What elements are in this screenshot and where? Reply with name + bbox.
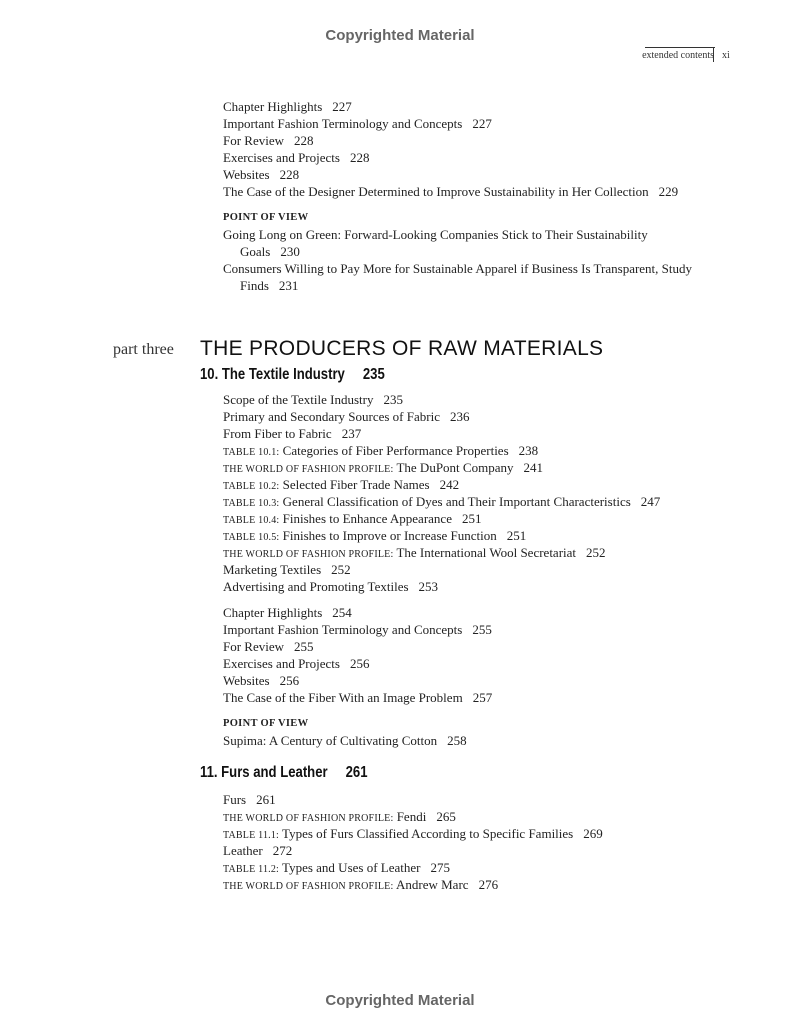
entry-page: 276: [478, 877, 499, 892]
entry-prefix: TABLE 10.4:: [223, 515, 280, 526]
entry-title: For Review: [223, 133, 285, 148]
entry-prefix: TABLE 10.1:: [223, 447, 280, 458]
toc-entry[interactable]: [223, 621, 660, 638]
entry-title: From Fiber to Fabric: [223, 426, 332, 441]
entry-page: 251: [506, 528, 527, 543]
toc-entry[interactable]: [223, 808, 603, 825]
entry-title: Goals: [240, 244, 271, 259]
toc-entry[interactable]: [223, 689, 660, 706]
entry-page: 257: [472, 690, 493, 705]
entry-page: 227: [332, 99, 352, 114]
entry-page: 241: [523, 460, 543, 475]
entry-page: 251: [461, 511, 482, 526]
entry-title: Scope of the Textile Industry: [223, 392, 374, 407]
entry-title: Advertising and Promoting Textiles: [223, 579, 409, 594]
entry-page: 255: [472, 622, 492, 637]
toc-entry[interactable]: [223, 842, 603, 859]
entry-page: 227: [472, 116, 492, 131]
entry-page: 228: [349, 150, 370, 165]
toc-entry[interactable]: [223, 183, 692, 200]
entry-prefix: TABLE 10.5:: [223, 532, 280, 543]
entry-title: The Case of the Designer Determined to Improve Sustainability in Her Collection: [223, 184, 649, 199]
watermark-bottom: Copyrighted Material: [325, 992, 475, 1009]
entry-page: 255: [294, 639, 314, 654]
entry-page: 256: [279, 673, 300, 688]
entry-title: Types and Uses of Leather: [282, 860, 421, 875]
entry-title: Furs: [223, 792, 247, 807]
toc-entry[interactable]: [223, 791, 603, 808]
entry-page: 252: [586, 545, 606, 560]
toc-entry-continued: [223, 277, 692, 294]
entry-title: Finishes to Enhance Appearance: [282, 511, 452, 526]
entry-prefix: THE WORLD OF FASHION PROFILE:: [223, 464, 394, 475]
toc-entry[interactable]: [223, 115, 692, 132]
entry-page: 272: [272, 843, 293, 858]
entry-title: Primary and Secondary Sources of Fabric: [223, 409, 440, 424]
entry-title: The Case of the Fiber With an Image Problem: [223, 690, 463, 705]
entry-title: Selected Fiber Trade Names: [282, 477, 430, 492]
entry-page: 242: [439, 477, 460, 492]
entry-page: 238: [518, 443, 539, 458]
toc-entry[interactable]: [223, 132, 692, 149]
toc-entry[interactable]: [223, 391, 660, 408]
entry-page: 228: [279, 167, 300, 182]
entry-prefix: THE WORLD OF FASHION PROFILE:: [223, 813, 394, 824]
entry-title: Types of Furs Classified According to Specific Families: [282, 826, 574, 841]
entry-title: Chapter Highlights: [223, 99, 323, 114]
toc-entry[interactable]: [223, 876, 603, 893]
toc-entry-continued: [223, 243, 692, 260]
entry-title: Leather: [223, 843, 263, 858]
toc-entry[interactable]: [223, 578, 660, 595]
part-label: part three: [113, 341, 174, 358]
toc-entry[interactable]: [223, 655, 660, 672]
toc-entry[interactable]: [223, 408, 660, 425]
entry-title: For Review: [223, 639, 285, 654]
chapter-title: 10. The Textile Industry: [200, 366, 345, 383]
entry-page: 261: [256, 792, 276, 807]
toc-entry[interactable]: [223, 149, 692, 166]
entry-page: 247: [640, 494, 661, 509]
entry-title: The International Wool Secretariat: [396, 545, 577, 560]
toc-entry[interactable]: [223, 561, 660, 578]
toc-entry[interactable]: [223, 98, 692, 115]
toc-entry[interactable]: [223, 527, 660, 544]
entry-page: 265: [436, 809, 456, 824]
toc-block-ch9-end: [223, 98, 692, 294]
entry-prefix: TABLE 11.1:: [223, 830, 280, 841]
entry-title: General Classification of Dyes and Their Important Characteristics: [282, 494, 631, 509]
toc-entry[interactable]: [223, 166, 692, 183]
watermark-top: Copyrighted Material: [325, 27, 475, 44]
entry-page: 236: [449, 409, 470, 424]
entry-title: Finishes to Improve or Increase Function: [282, 528, 497, 543]
entry-title: Fendi: [396, 809, 427, 824]
chapter-10-heading: [200, 366, 385, 384]
chapter-page: 235: [362, 366, 385, 383]
toc-entry[interactable]: Going Long on Green: Forward-Looking Companies Stick to Their Sustainability: [223, 227, 648, 242]
chapter-10-entries: [223, 391, 660, 749]
entry-page: 253: [418, 579, 439, 594]
toc-entry[interactable]: [223, 859, 603, 876]
entry-title: Andrew Marc: [396, 877, 469, 892]
entry-prefix: TABLE 10.2:: [223, 481, 280, 492]
entry-title: Marketing Textiles: [223, 562, 322, 577]
entry-title: Chapter Highlights: [223, 605, 323, 620]
toc-entry[interactable]: [223, 672, 660, 689]
entry-prefix: THE WORLD OF FASHION PROFILE:: [223, 881, 394, 892]
entry-title: Exercises and Projects: [223, 656, 340, 671]
toc-entry[interactable]: [223, 459, 660, 476]
entry-page: 269: [583, 826, 603, 841]
entry-page: 256: [349, 656, 370, 671]
toc-entry[interactable]: [223, 825, 603, 842]
toc-entry[interactable]: Supima: A Century of Cultivating Cotton 258: [223, 733, 467, 748]
pov-label: POINT OF VIEW: [223, 212, 309, 223]
chapter-11-entries: [223, 791, 603, 893]
toc-entry[interactable]: [223, 425, 660, 442]
entry-title: Important Fashion Terminology and Concepts: [223, 622, 463, 637]
entry-title: Important Fashion Terminology and Concepts: [223, 116, 463, 131]
entry-page: 237: [341, 426, 362, 441]
chapter-page: 261: [345, 764, 368, 781]
toc-entry[interactable]: [223, 544, 660, 561]
entry-page: 229: [658, 184, 679, 199]
entry-prefix: THE WORLD OF FASHION PROFILE:: [223, 549, 394, 560]
entry-page: 235: [383, 392, 403, 407]
entry-title: Websites: [223, 673, 270, 688]
entry-page: 252: [331, 562, 351, 577]
entry-page: 275: [430, 860, 450, 875]
entry-prefix: TABLE 11.2:: [223, 864, 280, 875]
running-header: extended contents: [642, 50, 714, 61]
chapter-11-heading: [200, 764, 368, 782]
pov-label: POINT OF VIEW: [223, 718, 309, 729]
entry-title: The DuPont Company: [396, 460, 514, 475]
entry-title: Categories of Fiber Performance Properties: [282, 443, 509, 458]
entry-page: 231: [278, 278, 299, 293]
chapter-title: 11. Furs and Leather: [200, 764, 328, 781]
page-number: xi: [722, 50, 730, 61]
header-rule: [645, 47, 715, 48]
entry-title: Finds: [240, 278, 269, 293]
entry-title: Websites: [223, 167, 270, 182]
entry-page: 254: [332, 605, 352, 620]
toc-entry[interactable]: Consumers Willing to Pay More for Sustainable Apparel if Business Is Transparent, Study: [223, 261, 693, 276]
toc-entry[interactable]: [223, 476, 660, 493]
toc-entry[interactable]: [223, 442, 660, 459]
entry-prefix: TABLE 10.3:: [223, 498, 280, 509]
toc-entry[interactable]: [223, 493, 660, 510]
entry-title: Exercises and Projects: [223, 150, 340, 165]
entry-page: 228: [294, 133, 314, 148]
part-title: THE PRODUCERS OF RAW MATERIALS: [200, 337, 604, 360]
toc-entry[interactable]: [223, 604, 660, 621]
toc-entry[interactable]: [223, 510, 660, 527]
entry-page: 230: [280, 244, 300, 259]
toc-entry[interactable]: [223, 638, 660, 655]
